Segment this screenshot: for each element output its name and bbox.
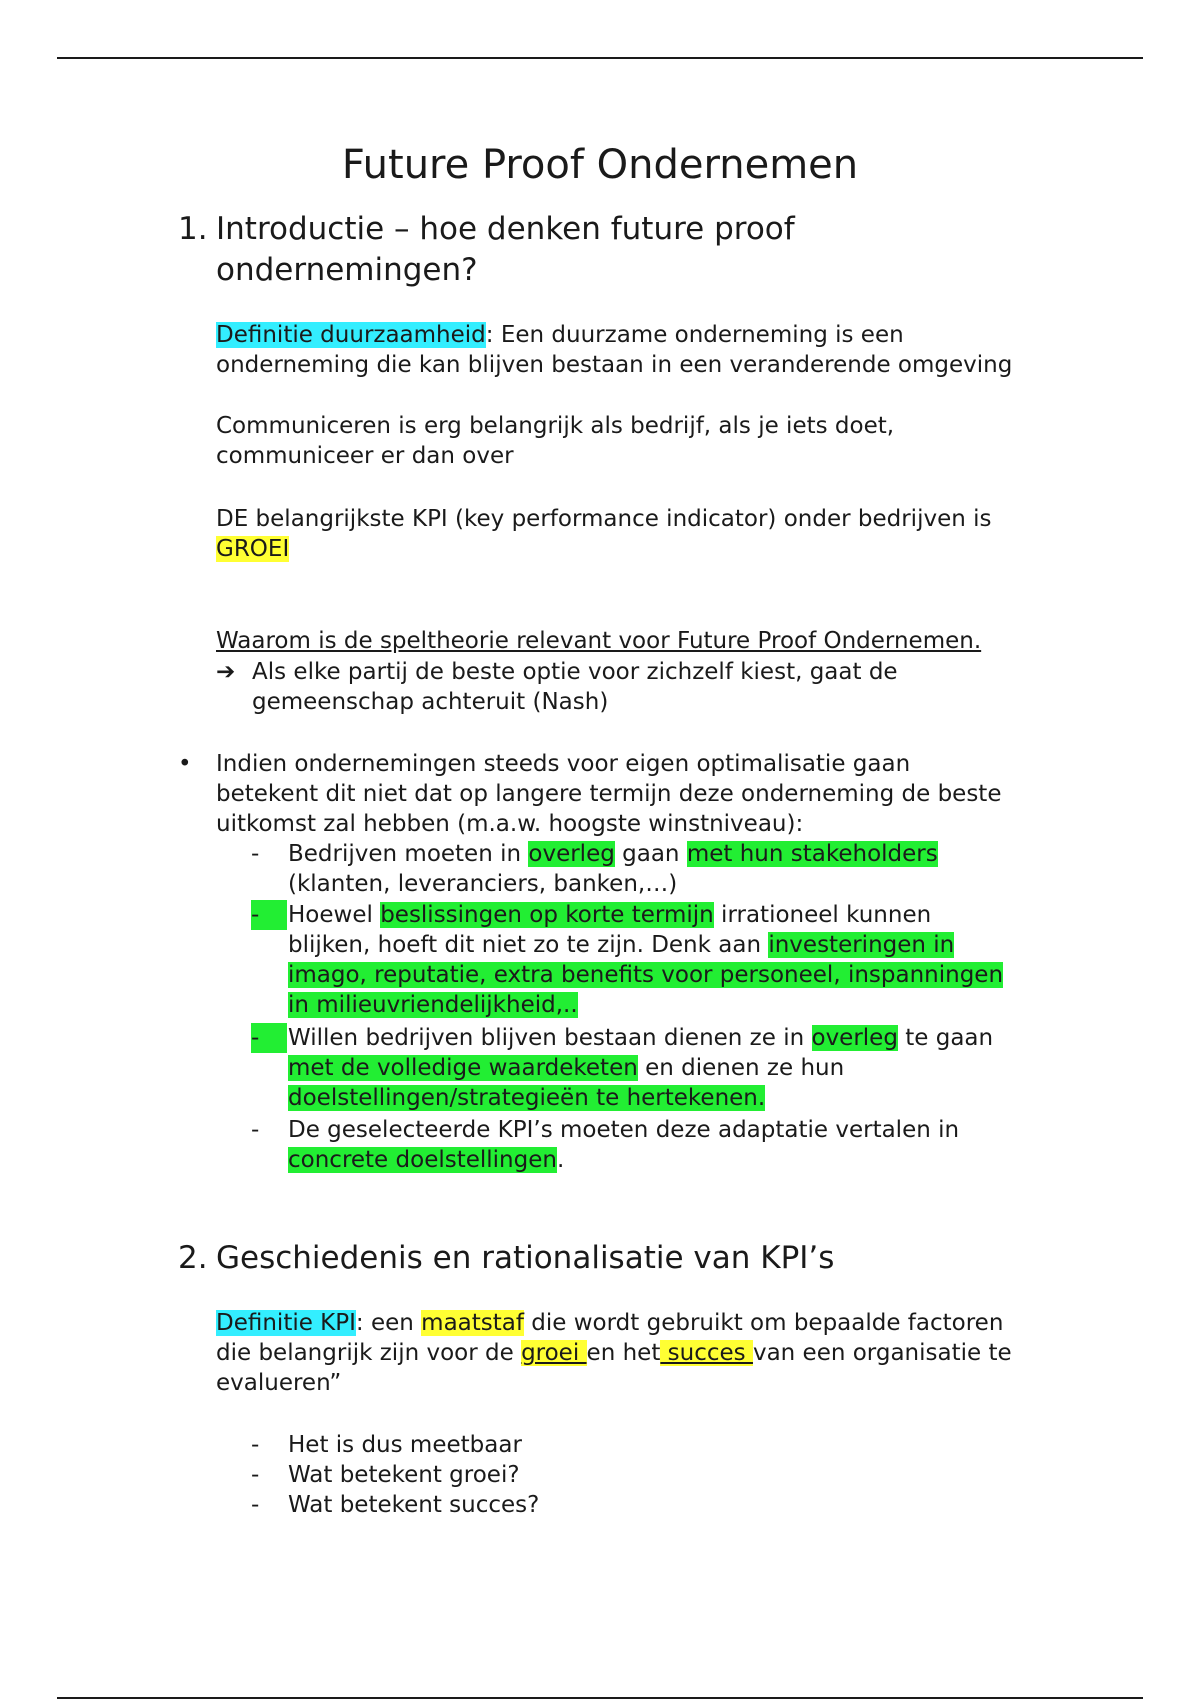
kpi-paragraph: [216, 504, 1086, 564]
text-span: die wordt gebruikt om bepaalde factoren: [523, 1310, 1004, 1336]
text-span: die belangrijk zijn voor de: [216, 1340, 522, 1366]
dash-marker: -: [251, 1432, 260, 1458]
text-span: en dienen ze hun: [637, 1055, 845, 1081]
highlight-green: investeringen in: [768, 932, 955, 958]
highlight-yellow: succes: [660, 1340, 753, 1366]
list-item-text: Het is dus meetbaar: [288, 1432, 522, 1458]
text-span: : een: [355, 1310, 422, 1336]
highlight-green: concrete doelstellingen: [288, 1147, 557, 1173]
text-span: Bedrijven moeten in: [288, 841, 529, 867]
section-2-number: 2.: [178, 1240, 208, 1276]
text-span: blijken, hoeft dit niet zo te zijn. Denk aan: [288, 932, 769, 958]
section-2-heading: [178, 1238, 978, 1288]
dash-marker: -: [251, 1462, 260, 1488]
text-span: Hoewel: [288, 902, 381, 928]
definition-sustainability-label: Definitie duurzaamheid: [216, 322, 486, 348]
text-span: .: [556, 1147, 565, 1173]
kpi-line-1: DE belangrijkste KPI (key performance indicator) onder bedrijven is: [216, 506, 992, 532]
bullet-line-1: Indien ondernemingen steeds voor eigen optimalisatie gaan: [216, 751, 911, 777]
text-line: De geselecteerde KPI’s moeten deze adaptatie vertalen in: [288, 1117, 960, 1143]
section-1-heading-line-2: ondernemingen?: [216, 252, 478, 288]
bullet-icon: •: [178, 751, 192, 777]
section-1-heading: [178, 209, 938, 299]
highlight-yellow: maatstaf: [421, 1310, 524, 1336]
communication-line-1: Communiceren is erg belangrijk als bedrijf, als je iets doet,: [216, 413, 895, 439]
definition-sustainability-text: : Een duurzame onderneming is een: [485, 322, 904, 348]
answer-line-2: gemeenschap achteruit (Nash): [252, 689, 609, 715]
text-line: (klanten, leveranciers, banken,…): [288, 871, 678, 897]
communication-paragraph: [216, 411, 1086, 471]
section-1-heading-line-1: Introductie – hoe denken future proof: [216, 211, 795, 247]
section-2-heading-text: Geschiedenis en rationalisatie van KPI’s: [216, 1240, 835, 1276]
text-span: Willen bedrijven blijven bestaan dienen ze in: [288, 1025, 812, 1051]
arrow-right-icon: ➔: [216, 659, 236, 685]
highlight-green: met hun stakeholders: [686, 841, 938, 867]
highlight-green: overleg: [811, 1025, 898, 1051]
game-theory-question: Waarom is de speltheorie relevant voor Future Proof Ondernemen.: [216, 628, 982, 654]
highlight-green: in milieuvriendelijkheid,..: [288, 992, 578, 1018]
dash-marker: -: [251, 1117, 260, 1143]
list-item-text: Wat betekent groei?: [288, 1462, 520, 1488]
top-rule: [57, 57, 1143, 59]
definition-sustainability: [216, 320, 1086, 380]
bottom-rule: [57, 1697, 1143, 1699]
text-span: van een organisatie te: [752, 1340, 1012, 1366]
highlight-green: overleg: [528, 841, 615, 867]
definition-sustainability-text-2: onderneming die kan blijven bestaan in een veranderende omgeving: [216, 352, 1013, 378]
document-title: Future Proof Ondernemen: [341, 142, 859, 188]
highlight-green: imago, reputatie, extra benefits voor personeel, inspanningen: [288, 962, 1004, 988]
dash-marker: -: [251, 1023, 287, 1053]
text-line: evalueren”: [216, 1370, 342, 1396]
dash-marker: -: [251, 1492, 260, 1518]
text-span: en het: [586, 1340, 661, 1366]
highlight-yellow: groei: [521, 1340, 587, 1366]
bullet-line-3: uitkomst zal hebben (m.a.w. hoogste winstniveau):: [216, 811, 804, 837]
highlight-green: met de volledige waardeketen: [288, 1055, 638, 1081]
bullet-line-2: betekent dit niet dat op langere termijn deze onderneming de beste: [216, 781, 1002, 807]
answer-line-1: Als elke partij de beste optie voor zichzelf kiest, gaat de: [252, 659, 898, 685]
communication-line-2: communiceer er dan over: [216, 443, 514, 469]
definition-kpi: [216, 1308, 1086, 1398]
list-item-text: Wat betekent succes?: [288, 1492, 540, 1518]
kpi-groei-highlight: GROEI: [216, 536, 290, 562]
section-1-number: 1.: [178, 211, 208, 247]
highlight-green: beslissingen op korte termijn: [380, 902, 714, 928]
text-span: gaan: [614, 841, 687, 867]
text-span: te gaan: [897, 1025, 994, 1051]
dash-marker: -: [251, 900, 287, 930]
highlight-green: doelstellingen/strategieën te hertekenen.: [288, 1085, 766, 1111]
definition-kpi-label: Definitie KPI: [216, 1310, 356, 1336]
text-span: irrationeel kunnen: [713, 902, 932, 928]
dash-marker: -: [251, 841, 260, 867]
